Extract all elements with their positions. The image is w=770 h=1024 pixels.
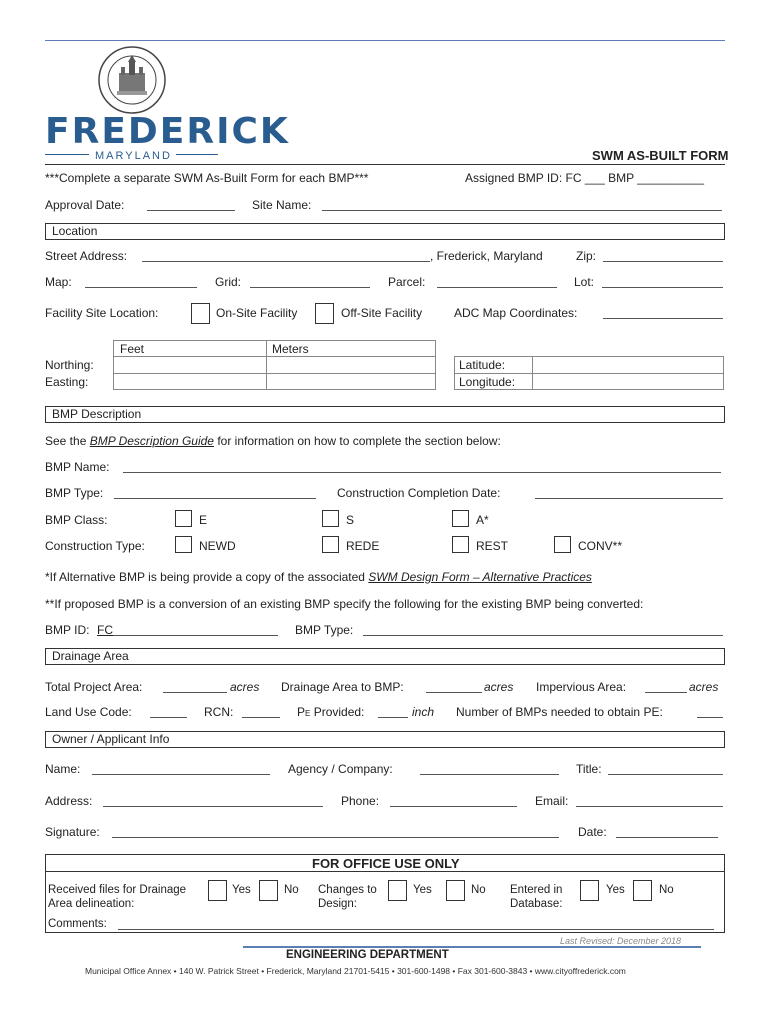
rede-label: REDE xyxy=(346,539,380,553)
northing-feet-field[interactable] xyxy=(114,357,265,372)
alternative-bmp-note: *If Alternative BMP is being provide a copy of the associated SWM Design Form – Alternative Practices xyxy=(45,570,592,584)
num-bmps-label: Number of BMPs needed to obtain PE: xyxy=(456,705,663,719)
impervious-area-field[interactable] xyxy=(645,692,687,693)
entered-label-1: Entered in xyxy=(510,884,563,896)
changes-label-1: Changes to xyxy=(318,884,377,896)
received-yes-label: Yes xyxy=(232,884,251,896)
logo-underline xyxy=(45,154,89,155)
owner-name-label: Name: xyxy=(45,762,81,776)
pe-provided-label: PE Provided: xyxy=(297,705,365,719)
footer-rule xyxy=(243,946,701,948)
class-e-label: E xyxy=(199,513,208,527)
entered-no-checkbox[interactable] xyxy=(633,880,652,901)
address-field[interactable] xyxy=(103,806,323,807)
office-use-title: FOR OFFICE USE ONLY xyxy=(312,856,460,871)
bmp-guide-text: See the BMP Description Guide for information on how to complete the section below: xyxy=(45,434,501,448)
conv-label: CONV** xyxy=(578,539,623,553)
rcn-label: RCN: xyxy=(204,705,234,719)
onsite-label: On-Site Facility xyxy=(216,306,298,320)
office-use-title-bar xyxy=(45,871,725,872)
completion-date-field[interactable] xyxy=(535,498,723,499)
title-field[interactable] xyxy=(608,774,723,775)
drainage-acres: acres xyxy=(484,680,514,694)
drainage-to-bmp-label: Drainage Area to BMP: xyxy=(281,680,404,694)
received-yes-checkbox[interactable] xyxy=(208,880,227,901)
offsite-checkbox[interactable] xyxy=(315,303,334,324)
zip-field[interactable] xyxy=(603,261,723,262)
impervious-area-label: Impervious Area: xyxy=(536,680,627,694)
approval-date-field[interactable] xyxy=(147,210,235,211)
existing-bmp-fc: FC xyxy=(97,623,113,637)
lot-label: Lot: xyxy=(574,275,595,289)
rede-checkbox[interactable] xyxy=(322,536,339,553)
phone-field[interactable] xyxy=(390,806,517,807)
class-a-label: A* xyxy=(476,513,489,527)
easting-feet-field[interactable] xyxy=(114,374,265,389)
form-title: SWM AS-BUILT FORM xyxy=(592,148,729,163)
title-label: Title: xyxy=(576,762,602,776)
location-header: Location xyxy=(45,223,725,240)
top-rule xyxy=(45,40,725,41)
onsite-checkbox[interactable] xyxy=(191,303,210,324)
offsite-label: Off-Site Facility xyxy=(341,306,423,320)
changes-no-label: No xyxy=(471,884,486,896)
grid-label: Grid: xyxy=(215,275,242,289)
rest-checkbox[interactable] xyxy=(452,536,469,553)
rest-label: REST xyxy=(476,539,509,553)
class-e-checkbox[interactable] xyxy=(175,510,192,527)
owner-name-field[interactable] xyxy=(92,774,270,775)
logo-wordmark: FREDERICK xyxy=(45,111,290,152)
rcn-field[interactable] xyxy=(242,717,280,718)
lot-field[interactable] xyxy=(602,287,723,288)
easting-label: Easting: xyxy=(45,375,89,389)
bmp-name-field[interactable] xyxy=(123,472,721,473)
city-label: , Frederick, Maryland xyxy=(430,249,543,263)
grid-field[interactable] xyxy=(250,287,370,288)
received-label-1: Received files for Drainage xyxy=(48,884,187,896)
bmp-guide-link[interactable]: BMP Description Guide xyxy=(89,434,214,448)
email-label: Email: xyxy=(535,794,569,808)
feet-header: Feet xyxy=(120,342,145,356)
bmp-class-label: BMP Class: xyxy=(45,513,108,527)
date-field[interactable] xyxy=(616,837,718,838)
latitude-label: Latitude: xyxy=(459,358,506,372)
impervious-acres: acres xyxy=(689,680,719,694)
adc-field[interactable] xyxy=(603,318,723,319)
city-seal xyxy=(97,45,167,115)
total-project-area-label: Total Project Area: xyxy=(45,680,143,694)
total-project-area-field[interactable] xyxy=(163,692,227,693)
date-label: Date: xyxy=(578,825,607,839)
conv-checkbox[interactable] xyxy=(554,536,571,553)
owner-header: Owner / Applicant Info xyxy=(45,731,725,748)
received-no-label: No xyxy=(284,884,299,896)
facility-site-label: Facility Site Location: xyxy=(45,306,159,320)
received-no-checkbox[interactable] xyxy=(259,880,278,901)
longitude-label: Longitude: xyxy=(459,375,516,389)
street-address-field[interactable] xyxy=(142,261,430,262)
email-field[interactable] xyxy=(576,806,723,807)
received-label-2: Area delineation: xyxy=(48,898,135,910)
site-name-field[interactable] xyxy=(322,210,722,211)
signature-label: Signature: xyxy=(45,825,100,839)
pe-provided-field[interactable] xyxy=(378,717,408,718)
changes-label-2: Design: xyxy=(318,898,357,910)
entered-yes-checkbox[interactable] xyxy=(580,880,599,901)
completion-date-label: Construction Completion Date: xyxy=(337,486,501,500)
bmp-type-label: BMP Type: xyxy=(45,486,104,500)
map-field[interactable] xyxy=(85,287,197,288)
bmp-description-header: BMP Description xyxy=(45,406,725,423)
bmp-type-field[interactable] xyxy=(114,498,316,499)
changes-no-checkbox[interactable] xyxy=(446,880,465,901)
phone-label: Phone: xyxy=(341,794,380,808)
signature-field[interactable] xyxy=(112,837,559,838)
northing-label: Northing: xyxy=(45,358,94,372)
existing-bmp-type-label: BMP Type: xyxy=(295,623,354,637)
form-note: ***Complete a separate SWM As-Built Form for each BMP*** xyxy=(45,171,369,185)
department-name: ENGINEERING DEPARTMENT xyxy=(286,949,449,961)
changes-yes-label: Yes xyxy=(413,884,432,896)
longitude-field[interactable] xyxy=(533,374,723,389)
entered-no-label: No xyxy=(659,884,674,896)
newd-checkbox[interactable] xyxy=(175,536,192,553)
latitude-field[interactable] xyxy=(533,357,723,372)
existing-bmp-id-field[interactable] xyxy=(113,635,278,636)
footer-address: Municipal Office Annex • 140 W. Patrick Street • Frederick, Maryland 21701-5415 • 301-600-1498 • Fax 301-600-3843 • www.cityoffrederick.com xyxy=(85,966,626,976)
logo-state: MARYLAND xyxy=(95,150,172,162)
pe-inch: inch xyxy=(412,705,435,719)
agency-label: Agency / Company: xyxy=(288,762,393,776)
entered-label-2: Database: xyxy=(510,898,563,910)
map-label: Map: xyxy=(45,275,72,289)
assigned-bmp-id[interactable]: Assigned BMP ID: FC ___ BMP __________ xyxy=(465,171,705,185)
conversion-note: **If proposed BMP is a conversion of an existing BMP specify the following for the existing BMP being converted: xyxy=(45,597,644,611)
parcel-label: Parcel: xyxy=(388,275,426,289)
alternative-practices-link[interactable]: SWM Design Form – Alternative Practices xyxy=(368,570,592,584)
street-address-label: Street Address: xyxy=(45,249,128,263)
entered-yes-label: Yes xyxy=(606,884,625,896)
zip-label: Zip: xyxy=(576,249,597,263)
class-a-checkbox[interactable] xyxy=(452,510,469,527)
address-label: Address: xyxy=(45,794,93,808)
site-name-label: Site Name: xyxy=(252,198,312,212)
changes-yes-checkbox[interactable] xyxy=(388,880,407,901)
approval-date-label: Approval Date: xyxy=(45,198,125,212)
land-use-field[interactable] xyxy=(150,717,187,718)
existing-bmp-type-field[interactable] xyxy=(363,635,723,636)
parcel-field[interactable] xyxy=(437,287,557,288)
agency-field[interactable] xyxy=(420,774,559,775)
num-bmps-field[interactable] xyxy=(697,717,723,718)
existing-bmp-id-label: BMP ID: xyxy=(45,623,90,637)
meters-header: Meters xyxy=(272,342,309,356)
adc-label: ADC Map Coordinates: xyxy=(454,306,578,320)
comments-field[interactable] xyxy=(118,929,714,930)
comments-label: Comments: xyxy=(48,918,107,930)
last-revised: Last Revised: December 2018 xyxy=(560,936,682,946)
title-rule xyxy=(45,164,725,165)
construction-type-label: Construction Type: xyxy=(45,539,145,553)
drainage-to-bmp-field[interactable] xyxy=(426,692,482,693)
newd-label: NEWD xyxy=(199,539,236,553)
class-s-label: S xyxy=(346,513,355,527)
logo-underline-right xyxy=(176,154,218,155)
drainage-area-header: Drainage Area xyxy=(45,648,725,665)
class-s-checkbox[interactable] xyxy=(322,510,339,527)
bmp-name-label: BMP Name: xyxy=(45,460,110,474)
land-use-label: Land Use Code: xyxy=(45,705,132,719)
total-acres: acres xyxy=(230,680,260,694)
